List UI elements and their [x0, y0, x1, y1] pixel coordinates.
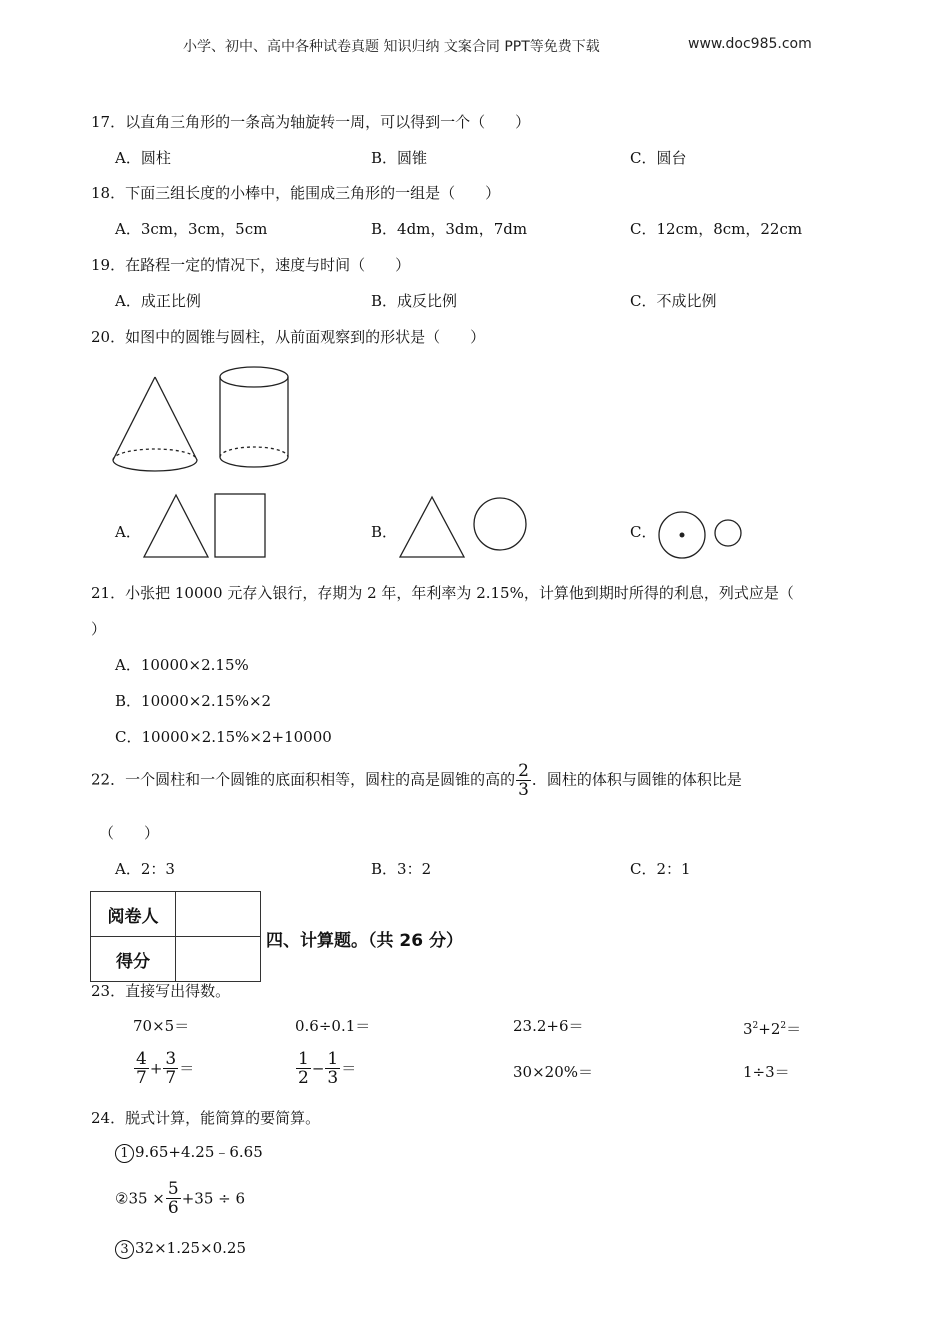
- score-field[interactable]: [176, 937, 261, 982]
- q20-option-c-label[interactable]: C．: [630, 523, 657, 541]
- q17-option-b[interactable]: B．圆锥: [371, 149, 428, 167]
- section-title: 四、计算题。（共 26 分）: [266, 931, 463, 951]
- circled-number-3: 3: [115, 1240, 134, 1259]
- q23-item-8[interactable]: 1÷3＝: [743, 1063, 790, 1081]
- q18-option-b[interactable]: B．4dm，3dm，7dm: [371, 220, 528, 238]
- circle-shape: [474, 498, 526, 550]
- q24-stem: 24．脱式计算，能简算的要简算。: [91, 1109, 321, 1127]
- exponent: 2: [752, 1021, 759, 1031]
- addend: +2: [758, 1020, 781, 1038]
- q22-option-c[interactable]: C．2：1: [630, 860, 691, 878]
- q21-stem-end: ）: [91, 620, 107, 638]
- q17-option-c[interactable]: C．圆台: [630, 149, 687, 167]
- fraction: [166, 1180, 181, 1217]
- reviewer-label: 阅卷人: [91, 892, 176, 937]
- fraction-numerator: 2: [518, 761, 529, 781]
- equals: ＝: [341, 1059, 357, 1078]
- q19-option-b[interactable]: B．成反比例: [371, 292, 458, 310]
- fraction-denominator: 3: [518, 780, 529, 800]
- base: 3: [743, 1020, 753, 1038]
- header-text: 小学、初中、高中各种试卷真题 知识归纳 文案合同 PPT等免费下载: [183, 39, 600, 55]
- fraction: [296, 1050, 311, 1087]
- q19-option-a[interactable]: A．成正比例: [115, 292, 201, 310]
- q22-stem: [91, 762, 742, 799]
- expression-part1: 35 ×: [128, 1189, 165, 1208]
- rectangle-shape: [215, 494, 265, 557]
- header-url[interactable]: www.doc985.com: [688, 36, 812, 52]
- equals: ＝: [786, 1020, 802, 1038]
- fraction: [163, 1050, 178, 1087]
- q19-option-c[interactable]: C．不成比例: [630, 292, 717, 310]
- q24-item-1[interactable]: [115, 1142, 263, 1163]
- fraction-numerator: 5: [167, 1179, 179, 1199]
- fraction-numerator: 3: [165, 1049, 177, 1069]
- q22-option-a[interactable]: A．2：3: [115, 860, 175, 878]
- triangle-shape: [144, 495, 208, 557]
- operator: +: [149, 1059, 163, 1078]
- q22-fraction: [516, 762, 531, 799]
- cone-cylinder-figure: [105, 362, 300, 477]
- circled-number-2: ②: [115, 1189, 129, 1208]
- fraction: [134, 1050, 149, 1087]
- fraction-numerator: 4: [136, 1049, 147, 1069]
- q23-item-7[interactable]: 30×20%＝: [513, 1063, 593, 1081]
- q24-item-2[interactable]: [115, 1180, 245, 1217]
- triangle-shape: [400, 497, 464, 557]
- q22-stem-part1: 22．一个圆柱和一个圆锥的底面积相等，圆柱的高是圆锥的高的: [91, 770, 516, 789]
- cone-figure: [113, 377, 197, 471]
- reviewer-field[interactable]: [176, 892, 261, 937]
- cylinder-figure: [220, 367, 288, 467]
- q18-option-a[interactable]: A．3cm，3cm，5cm: [115, 220, 268, 238]
- fraction-denominator: 6: [167, 1198, 179, 1218]
- q23-item-1[interactable]: 70×5＝: [133, 1017, 190, 1035]
- operator: −: [311, 1059, 325, 1078]
- q23-item-4[interactable]: [743, 1016, 801, 1039]
- q21-stem: 21．小张把 10000 元存入银行，存期为 2 年，年利率为 2.15%，计算他到期时所得的利息，列式应是（: [91, 584, 794, 602]
- q21-option-c[interactable]: C．10000×2.15%×2+10000: [115, 728, 332, 746]
- q23-item-5[interactable]: [133, 1050, 194, 1087]
- q18-option-c[interactable]: C．12cm，8cm，22cm: [630, 220, 803, 238]
- q21-option-b[interactable]: B．10000×2.15%×2: [115, 692, 272, 710]
- q22-stem-part2: ．圆柱的体积与圆锥的体积比是: [531, 770, 742, 789]
- q22-stem-end: （ ）: [99, 824, 160, 842]
- expression: 9.65+4.25﹣6.65: [135, 1143, 263, 1161]
- q23-item-2[interactable]: 0.6÷0.1＝: [295, 1017, 371, 1035]
- q22-option-b[interactable]: B．3：2: [371, 860, 432, 878]
- equals: ＝: [179, 1059, 195, 1078]
- exponent: 2: [780, 1021, 787, 1031]
- fraction-denominator: 7: [165, 1068, 177, 1088]
- q20-option-c-figure[interactable]: [655, 510, 745, 562]
- q18-stem: 18．下面三组长度的小棒中，能围成三角形的一组是（ ）: [91, 184, 501, 202]
- q24-item-3[interactable]: [115, 1238, 246, 1259]
- q17-option-a[interactable]: A．圆柱: [115, 149, 171, 167]
- q23-stem: 23．直接写出得数。: [91, 982, 231, 1000]
- expression-part2: +35 ÷ 6: [181, 1189, 246, 1208]
- score-label: 得分: [91, 937, 176, 982]
- fraction-numerator: 1: [327, 1049, 339, 1069]
- fraction: [325, 1050, 340, 1087]
- fraction-denominator: 3: [327, 1068, 339, 1088]
- q20-option-a-label[interactable]: A．: [115, 523, 141, 541]
- q23-item-3[interactable]: 23.2+6＝: [513, 1017, 584, 1035]
- q17-stem: 17．以直角三角形的一条高为轴旋转一周，可以得到一个（ ）: [91, 113, 531, 131]
- q21-option-a[interactable]: A．10000×2.15%: [115, 656, 249, 674]
- q20-option-b-figure[interactable]: [396, 492, 532, 562]
- q20-stem: 20．如图中的圆锥与圆柱，从前面观察到的形状是（ ）: [91, 328, 486, 346]
- q23-item-6[interactable]: [295, 1050, 356, 1087]
- q19-stem: 19．在路程一定的情况下，速度与时间（ ）: [91, 256, 411, 274]
- expression: 32×1.25×0.25: [135, 1239, 247, 1257]
- circled-number-1: 1: [115, 1144, 134, 1163]
- small-circle-shape: [715, 520, 741, 546]
- q20-option-a-figure[interactable]: [140, 490, 270, 562]
- fraction-denominator: 7: [136, 1068, 147, 1088]
- fraction-numerator: 1: [298, 1049, 309, 1069]
- fraction-denominator: 2: [298, 1068, 309, 1088]
- score-table: [90, 891, 261, 982]
- q20-option-b-label[interactable]: B．: [371, 523, 398, 541]
